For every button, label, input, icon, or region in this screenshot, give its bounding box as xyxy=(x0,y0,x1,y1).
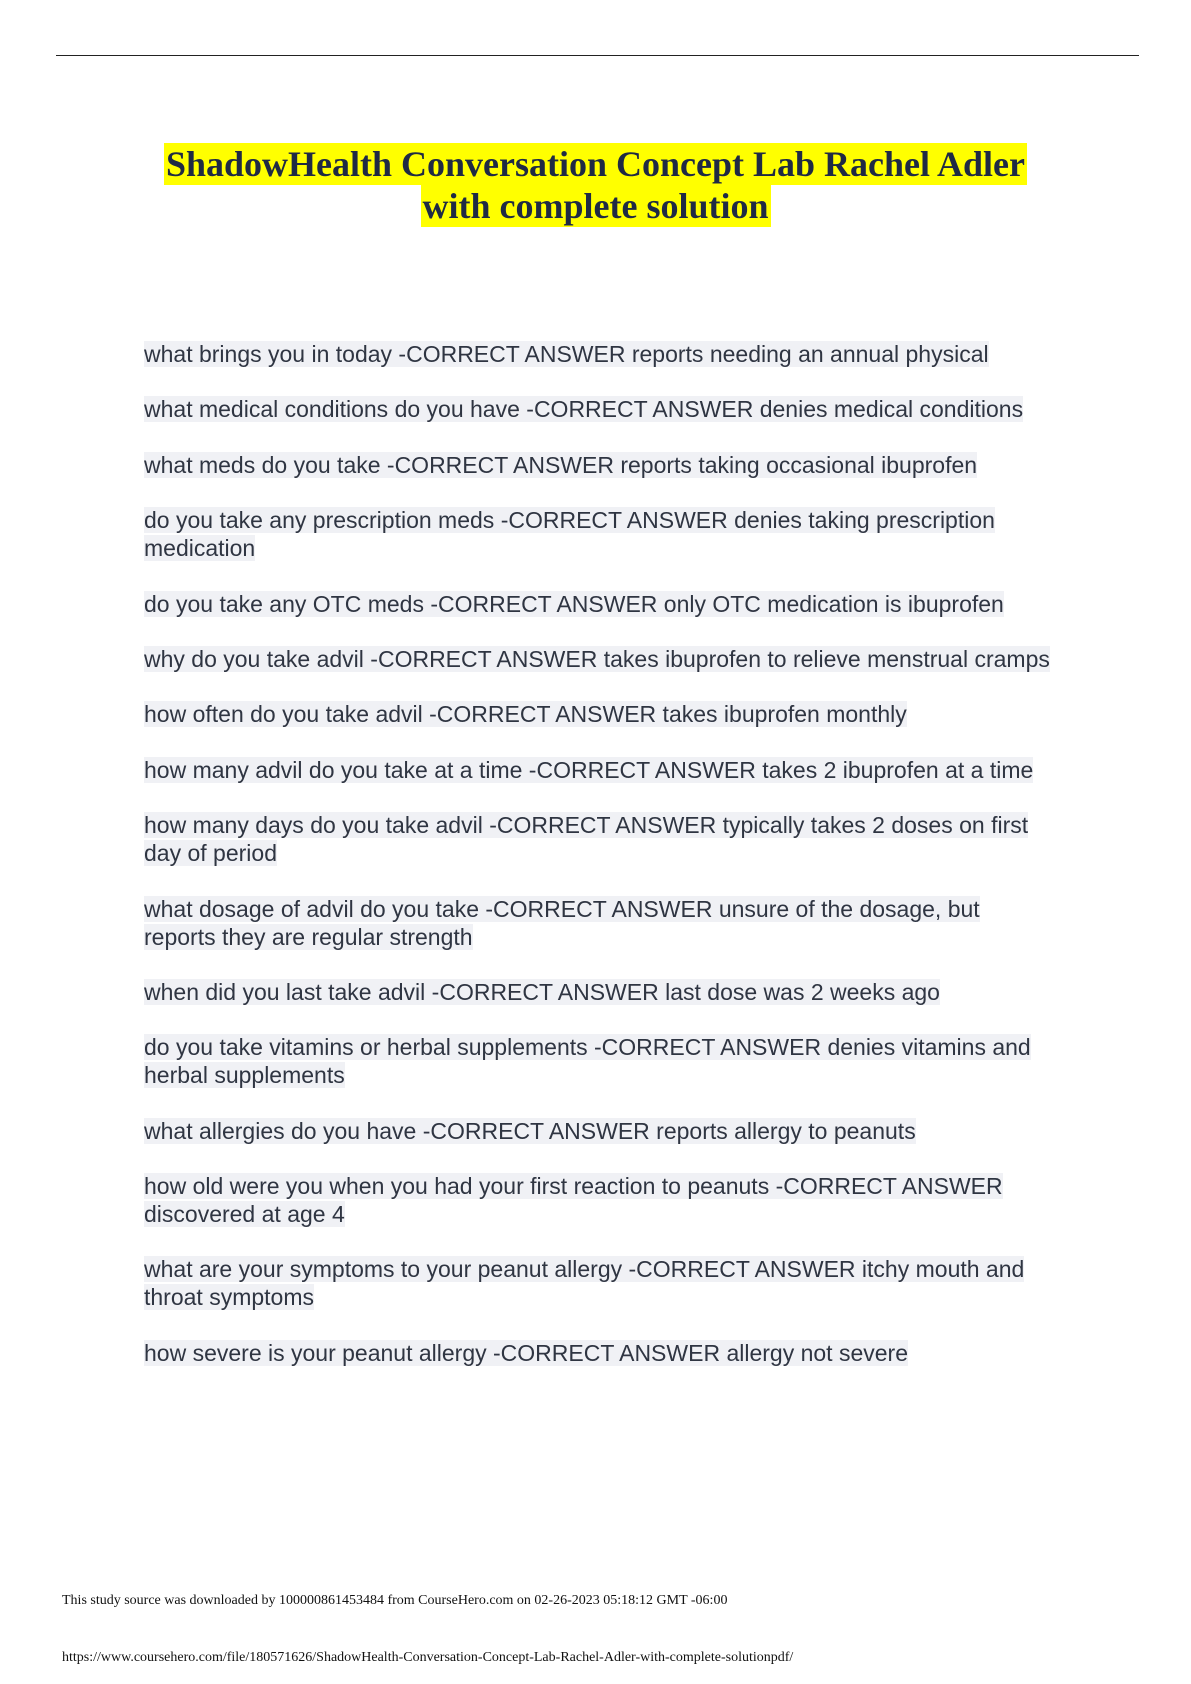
qa-item xyxy=(144,645,1054,673)
qa-item xyxy=(144,978,1054,1006)
qa-item xyxy=(144,1255,1054,1311)
qa-text: what dosage of advil do you take -CORRECT ANSWER unsure of the dosage, but reports they are regular strength xyxy=(144,895,980,950)
source-url-link[interactable]: https://www.coursehero.com/file/180571626/ShadowHealth-Conversation-Concept-Lab-Rachel-Adler-with-complete-solutionpdf/ xyxy=(62,1650,794,1665)
qa-text: what are your symptoms to your peanut allergy -CORRECT ANSWER itchy mouth and throat symptoms xyxy=(144,1256,1025,1311)
qa-text: do you take any OTC meds -CORRECT ANSWER only OTC medication is ibuprofen xyxy=(144,590,1004,617)
qa-text: how often do you take advil -CORRECT ANSWER takes ibuprofen monthly xyxy=(144,701,907,728)
qa-text: do you take vitamins or herbal supplements -CORRECT ANSWER denies vitamins and herbal supplements xyxy=(144,1034,1031,1089)
qa-item xyxy=(144,811,1054,867)
qa-text: why do you take advil -CORRECT ANSWER takes ibuprofen to relieve menstrual cramps xyxy=(144,645,1050,672)
qa-item xyxy=(144,1339,1054,1367)
download-source-note: This study source was downloaded by 100000861453484 from CourseHero.com on 02-26-2023 05:18:12 GMT -06:00 xyxy=(62,1593,728,1608)
document-title xyxy=(0,143,1191,227)
qa-list xyxy=(144,340,1054,1394)
qa-item xyxy=(144,1117,1054,1145)
title-line-1: ShadowHealth Conversation Concept Lab Rachel Adler xyxy=(165,144,1026,184)
qa-text: what brings you in today -CORRECT ANSWER reports needing an annual physical xyxy=(144,341,989,367)
top-divider xyxy=(56,55,1139,56)
qa-item xyxy=(144,590,1054,618)
qa-text: how severe is your peanut allergy -CORRECT ANSWER allergy not severe xyxy=(144,1339,908,1366)
qa-text: what allergies do you have -CORRECT ANSWER reports allergy to peanuts xyxy=(144,1117,916,1144)
qa-text: when did you last take advil -CORRECT ANSWER last dose was 2 weeks ago xyxy=(144,978,940,1005)
qa-item xyxy=(144,395,1054,423)
qa-item xyxy=(144,756,1054,784)
qa-text: do you take any prescription meds -CORRECT ANSWER denies taking prescription medication xyxy=(144,507,995,562)
title-line-2: with complete solution xyxy=(422,186,769,226)
qa-item xyxy=(144,340,1054,368)
qa-item xyxy=(144,506,1054,562)
qa-item xyxy=(144,1172,1054,1228)
qa-item xyxy=(144,1033,1054,1089)
qa-item xyxy=(144,451,1054,479)
qa-item xyxy=(144,700,1054,728)
qa-text: what meds do you take -CORRECT ANSWER reports taking occasional ibuprofen xyxy=(144,451,978,478)
qa-text: how many advil do you take at a time -CORRECT ANSWER takes 2 ibuprofen at a time xyxy=(144,756,1034,783)
qa-text: how many days do you take advil -CORRECT ANSWER typically takes 2 doses on first day of period xyxy=(144,812,1029,867)
qa-item xyxy=(144,895,1054,951)
qa-text: how old were you when you had your first reaction to peanuts -CORRECT ANSWER discovered at age 4 xyxy=(144,1173,1003,1228)
qa-text: what medical conditions do you have -CORRECT ANSWER denies medical conditions xyxy=(144,396,1024,423)
